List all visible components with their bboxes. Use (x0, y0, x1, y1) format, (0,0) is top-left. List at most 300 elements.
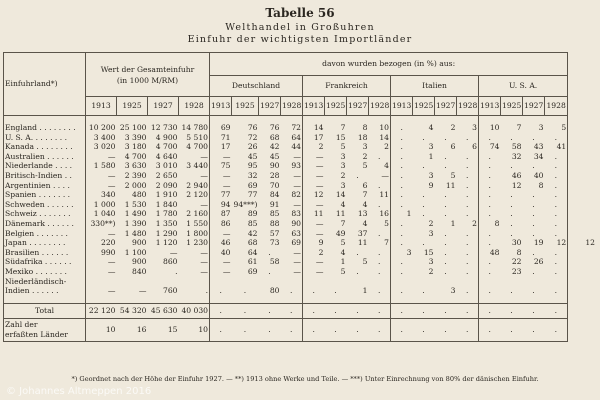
value-cell: 42 (247, 228, 258, 238)
value-cell: . (523, 318, 545, 341)
value-cell: 30 (511, 238, 522, 248)
value-cell: 1 (362, 286, 368, 296)
value-cell: . (457, 303, 479, 318)
value-cell: 42 (269, 142, 280, 152)
value-cell: . (232, 318, 259, 341)
value-cell: 340 (101, 190, 116, 200)
value-cell: — (281, 200, 303, 210)
country-cell: Spanien . . . . . . . (4, 190, 86, 200)
value-cell: 1 490 (124, 209, 147, 219)
table-row (4, 181, 597, 191)
value-cell: 14 780 (179, 123, 210, 133)
value-cell: 43 (533, 142, 544, 152)
value-cell: . (435, 303, 457, 318)
value-cell: 69 (281, 238, 303, 248)
value-cell: 12 (585, 238, 595, 248)
value-cell: 2 (369, 142, 391, 152)
value-cell: . (457, 152, 479, 162)
value-cell: 12 (313, 190, 324, 200)
country-label-line: erfaßten Länder (5, 329, 68, 339)
value-cell: 3 (538, 123, 544, 132)
import-table (3, 52, 597, 342)
value-cell: 15 (335, 132, 346, 142)
value-cell: 73 (269, 238, 280, 248)
value-cell: . (488, 151, 491, 161)
value-cell: 3 630 (124, 161, 147, 171)
value-cell: 14 (335, 190, 346, 200)
table-row (4, 209, 597, 219)
value-cell: — (369, 171, 391, 181)
value-cell: 480 (132, 190, 147, 200)
value-cell: — (315, 218, 324, 228)
value-cell: . (545, 248, 568, 258)
value-cell: 94 (220, 199, 231, 209)
table-row (4, 229, 597, 239)
value-cell: 10 200 (88, 123, 116, 132)
value-cell: . (175, 266, 178, 276)
country-cell: Schweden . . . . . . (4, 200, 86, 210)
value-cell: 32 (247, 170, 258, 180)
table-row (4, 257, 597, 267)
value-cell: 45 630 (148, 303, 179, 318)
value-cell: . (488, 257, 491, 267)
value-cell: . (281, 318, 303, 341)
value-cell: 45 (269, 151, 280, 161)
value-cell: 18 (357, 132, 368, 142)
value-cell: . (444, 161, 447, 171)
country-cell (4, 318, 86, 341)
value-cell: 4 (362, 199, 368, 209)
value-cell: . (422, 190, 425, 200)
value-cell: . (457, 257, 479, 267)
value-cell: — (107, 286, 116, 296)
value-cell: — (222, 228, 231, 238)
value-cell: 46 (511, 170, 522, 180)
header-group: Italien (391, 76, 479, 97)
header-year: 1925 (325, 97, 347, 116)
value-cell: 860 (163, 257, 178, 267)
value-cell: 3 (450, 286, 456, 296)
value-cell: 26 (533, 257, 544, 267)
value-cell: 68 (247, 238, 258, 248)
value-cell: 72 (247, 132, 258, 142)
value-cell: . (488, 180, 491, 190)
value-cell: 11 (313, 209, 324, 219)
table-row (4, 318, 597, 341)
value-cell: . (422, 199, 425, 209)
country-label-line: Indien . . . . . . (5, 286, 59, 296)
value-cell: . (457, 181, 479, 191)
value-cell: — (281, 171, 303, 181)
country-cell: Schweiz . . . . . . . (4, 209, 86, 219)
value-cell: . (457, 190, 479, 200)
value-cell: — (107, 170, 116, 180)
value-cell: — (222, 266, 231, 276)
value-cell: 2 (318, 247, 324, 257)
value-cell: 85 (269, 209, 280, 219)
value-cell: 49 (335, 228, 346, 238)
value-cell: 72 (281, 123, 303, 133)
country-label-line: Niederländisch- (5, 276, 67, 286)
value-cell: . (510, 218, 513, 228)
value-cell: . (479, 303, 501, 318)
value-cell: . (488, 132, 491, 142)
value-cell: . (400, 228, 403, 238)
value-cell: 77 (247, 190, 258, 200)
value-cell: 3 400 (93, 132, 116, 142)
value-cell: 840 (132, 266, 147, 276)
value-cell: . (281, 303, 303, 318)
value-cell: — (281, 152, 303, 162)
value-cell: . (312, 286, 315, 296)
value-cell: 1 910 (155, 190, 178, 200)
value-cell: 1 800 (179, 229, 210, 239)
value-cell: 57 (269, 228, 280, 238)
footnote: *) Geordnet nach der Höhe der Einfuhr 1927. — **) 1913 ohne Werke und Teile. — ***) Unter Einrechnung von 80% der dänischen Einfuhr. (71, 375, 539, 383)
value-cell: . (488, 238, 491, 248)
value-cell: 85 (247, 218, 258, 228)
value-cell: 12 730 (150, 123, 178, 132)
value-cell: 7 (369, 238, 391, 248)
value-cell: . (545, 200, 568, 210)
value-cell: . (400, 142, 403, 152)
value-cell: 16 (369, 209, 391, 219)
header-year: 1913 (210, 97, 232, 116)
country-cell: Südafrika . . . . . . (4, 257, 86, 267)
value-cell: 2 390 (124, 170, 147, 180)
value-cell: 2 (362, 151, 368, 161)
value-cell: 4 900 (155, 132, 178, 142)
value-cell: 3 (340, 151, 346, 161)
value-cell: . (369, 277, 391, 296)
value-cell: 1 (428, 151, 434, 161)
value-cell: . (457, 238, 479, 248)
value-cell: 1 100 (124, 247, 147, 257)
value-cell: . (422, 238, 425, 248)
value-cell: 15 (148, 318, 179, 341)
value-cell: . (457, 229, 479, 239)
value-cell: . (422, 286, 425, 296)
value-cell: . (400, 123, 403, 132)
value-cell: . (413, 303, 435, 318)
value-cell: 2 (428, 218, 434, 228)
value-cell: . (510, 190, 513, 200)
value-cell: . (444, 238, 447, 248)
header-year: 1913 (391, 97, 413, 116)
country-cell: Argentinien . . . . (4, 181, 86, 191)
value-cell: 26 (247, 142, 258, 152)
value-cell: 3 010 (155, 161, 178, 171)
value-cell: 40 (533, 170, 544, 180)
value-cell: . (488, 209, 491, 219)
value-cell: 87 (220, 209, 231, 219)
value-cell: . (488, 266, 491, 276)
value-cell: 10 (369, 123, 391, 133)
value-cell: . (369, 248, 391, 258)
header-year: 1925 (501, 97, 523, 116)
table-subtitle-1: Welthandel in Großuhren (225, 22, 375, 33)
value-cell: 70 (269, 180, 280, 190)
value-cell: — (107, 228, 116, 238)
value-cell: . (532, 247, 535, 257)
value-cell: . (444, 257, 447, 267)
value-cell: 5 (340, 142, 346, 152)
header-year: 1927 (523, 97, 545, 116)
value-cell: 11 (369, 190, 391, 200)
header-year: 1928 (457, 97, 479, 116)
value-cell: 3 (340, 180, 346, 190)
value-cell: . (179, 277, 210, 296)
value-cell: 76 (269, 123, 280, 132)
value-cell: 5 (369, 219, 391, 229)
value-cell: 6 (362, 180, 368, 190)
value-cell: . (232, 303, 259, 318)
value-cell: . (532, 161, 535, 171)
value-cell: . (488, 286, 491, 296)
value-cell: . (532, 199, 535, 209)
country-cell: Total (4, 303, 86, 318)
header-year: 1928 (369, 97, 391, 116)
value-cell: 74 (489, 142, 500, 152)
header-year: 1927 (435, 97, 457, 116)
value-cell: — (315, 257, 324, 267)
value-cell: 4 640 (155, 151, 178, 161)
value-cell: 2 090 (155, 180, 178, 190)
value-cell: . (400, 257, 403, 267)
value-cell: — (281, 267, 303, 277)
value-cell: . (219, 286, 222, 296)
value-cell: . (400, 190, 403, 200)
value-cell: 12 (511, 180, 522, 190)
value-cell: . (488, 190, 491, 200)
value-cell: 5 (340, 238, 346, 248)
value-cell: . (356, 266, 359, 276)
value-cell: 46 (220, 238, 231, 248)
value-cell: . (488, 170, 491, 180)
table-row (4, 277, 597, 296)
value-cell: 4 (369, 161, 391, 171)
value-cell: 3 (428, 142, 434, 152)
value-cell: . (510, 228, 513, 238)
value-cell: 23 (511, 266, 522, 276)
value-cell: 4 700 (124, 151, 147, 161)
watermark: © Johannes Altmeppen 2016 (6, 386, 152, 397)
value-cell: . (457, 200, 479, 210)
value-cell: . (545, 219, 568, 229)
header-year: 1913 (86, 97, 117, 116)
value-cell: 1 040 (93, 209, 116, 219)
value-cell: 2 (428, 266, 434, 276)
value-cell: . (444, 190, 447, 200)
value-cell: . (488, 161, 491, 171)
value-cell: 1 230 (179, 238, 210, 248)
value-cell: . (268, 247, 271, 257)
value-cell: 93 (281, 161, 303, 171)
value-cell: 4 (340, 247, 346, 257)
table-row (4, 267, 597, 277)
value-cell: 220 (101, 238, 116, 248)
table-row (4, 171, 597, 181)
value-cell: . (422, 161, 425, 171)
value-cell: 5 510 (179, 133, 210, 143)
value-cell: 7 (340, 218, 346, 228)
value-cell: . (545, 277, 568, 296)
value-cell: . (325, 303, 347, 318)
value-cell: 13 (357, 209, 368, 219)
value-cell: 2 940 (179, 181, 210, 191)
value-cell: . (369, 267, 391, 277)
header-group: Deutschland (210, 76, 303, 97)
value-cell: — (179, 152, 210, 162)
value-cell: — (107, 266, 116, 276)
value-cell: 5 (362, 257, 368, 267)
country-cell: Australien . . . . . . (4, 152, 86, 162)
value-cell: . (545, 171, 568, 181)
table-row (4, 200, 597, 210)
value-cell: 3 020 (93, 142, 116, 152)
value-cell: . (413, 318, 435, 341)
value-cell: . (457, 209, 479, 219)
value-cell: 8 (494, 218, 500, 228)
value-cell: 16 (117, 318, 148, 341)
value-cell: . (545, 209, 568, 219)
table-subtitle-2: Einfuhr der wichtigsten Importländer (187, 34, 413, 45)
value-cell: 83 (281, 209, 303, 219)
value-cell: 1 550 (179, 219, 210, 229)
value-cell: . (400, 180, 403, 190)
value-cell: 2 000 (124, 180, 147, 190)
value-cell: 900 (132, 257, 147, 267)
value-cell: . (400, 218, 403, 228)
value-cell: . (523, 303, 545, 318)
value-cell: — (315, 228, 324, 238)
value-cell: . (545, 267, 568, 277)
value-cell: 12 (545, 238, 568, 248)
value-cell: 4 700 (155, 142, 178, 152)
value-cell: 1 840 (155, 199, 178, 209)
value-cell: 10 (86, 318, 117, 341)
value-cell: — (315, 180, 324, 190)
table-row (4, 219, 597, 229)
country-cell: Brasilien . . . . . . (4, 248, 86, 258)
value-cell: 3 180 (124, 142, 147, 152)
value-cell: 6 (450, 142, 456, 152)
value-cell: 9 (428, 180, 434, 190)
value-cell: 3 (428, 170, 434, 180)
value-cell: — (179, 267, 210, 277)
value-cell: 34 (533, 151, 544, 161)
value-cell: 2 160 (179, 209, 210, 219)
value-cell: . (422, 209, 425, 219)
value-cell: — (222, 151, 231, 161)
value-cell: 2 650 (155, 170, 178, 180)
value-cell: . (532, 209, 535, 219)
value-cell: . (457, 318, 479, 341)
value-cell: 40 (220, 247, 231, 257)
value-cell: . (400, 266, 403, 276)
value-cell: 25 100 (119, 123, 147, 132)
value-cell: . (400, 286, 403, 296)
value-cell: . (457, 133, 479, 143)
header-group: U. S. A. (479, 76, 568, 97)
country-cell: Niederlande . . . . (4, 161, 86, 171)
value-cell: 48 (489, 247, 500, 257)
value-cell: . (545, 133, 568, 143)
value-cell: 76 (247, 123, 258, 132)
value-cell: . (369, 181, 391, 191)
value-cell: . (510, 209, 513, 219)
value-cell: 990 (101, 247, 116, 257)
value-cell: . (444, 199, 447, 209)
value-cell: — (281, 181, 303, 191)
value-cell: — (222, 257, 231, 267)
value-cell: 900 (132, 238, 147, 248)
value-cell: 11 (335, 209, 346, 219)
value-cell: 15 (423, 247, 434, 257)
value-cell: . (400, 132, 403, 142)
country-cell: Mexiko . . . . . . . (4, 267, 86, 277)
value-cell: . (488, 199, 491, 209)
value-cell: . (532, 228, 535, 238)
value-cell: . (259, 303, 281, 318)
value-cell: . (369, 152, 391, 162)
value-cell: 37 (357, 228, 368, 238)
value-cell: . (545, 318, 568, 341)
value-cell: — (315, 266, 324, 276)
header-total-value: Wert der Gesamteinfuhr (in 1000 M/RM) (86, 53, 210, 97)
value-cell: . (325, 318, 347, 341)
value-cell: . (303, 303, 325, 318)
table-row (4, 248, 597, 258)
value-cell: 5 (545, 123, 568, 133)
value-cell: 1 (340, 257, 346, 267)
value-cell: 3 (362, 142, 368, 152)
value-cell: — (138, 286, 147, 296)
value-cell: 6 (457, 142, 479, 152)
value-cell: 91 (269, 199, 280, 209)
value-cell: 1 480 (124, 228, 147, 238)
value-cell: 32 (511, 151, 522, 161)
country-cell: Belgien . . . . . . . (4, 229, 86, 239)
value-cell: 1 580 (93, 161, 116, 171)
value-cell: . (532, 190, 535, 200)
table-row (4, 142, 597, 152)
value-cell: . (400, 238, 403, 248)
value-cell: — (315, 199, 324, 209)
header-year: 1913 (479, 97, 501, 116)
value-cell: 760 (163, 286, 178, 296)
value-cell: 69 (247, 180, 258, 190)
value-cell: 71 (220, 132, 231, 142)
value-cell: 3 (340, 161, 346, 171)
header-year: 1927 (148, 97, 179, 116)
value-cell: 45 (247, 151, 258, 161)
value-cell: . (210, 303, 232, 318)
value-cell: 86 (220, 218, 231, 228)
value-cell: — (179, 171, 210, 181)
value-cell: 14 (369, 133, 391, 143)
value-cell: — (179, 248, 210, 258)
value-cell: 7 (516, 123, 522, 132)
value-cell: 5 (450, 170, 456, 180)
value-cell: 63 (281, 229, 303, 239)
value-cell: . (501, 303, 523, 318)
value-cell: . (400, 170, 403, 180)
table-title: Tabelle 56 (265, 6, 335, 20)
value-cell: 90 (269, 161, 280, 171)
value-cell: 8 (362, 123, 368, 132)
value-cell: — (179, 200, 210, 210)
